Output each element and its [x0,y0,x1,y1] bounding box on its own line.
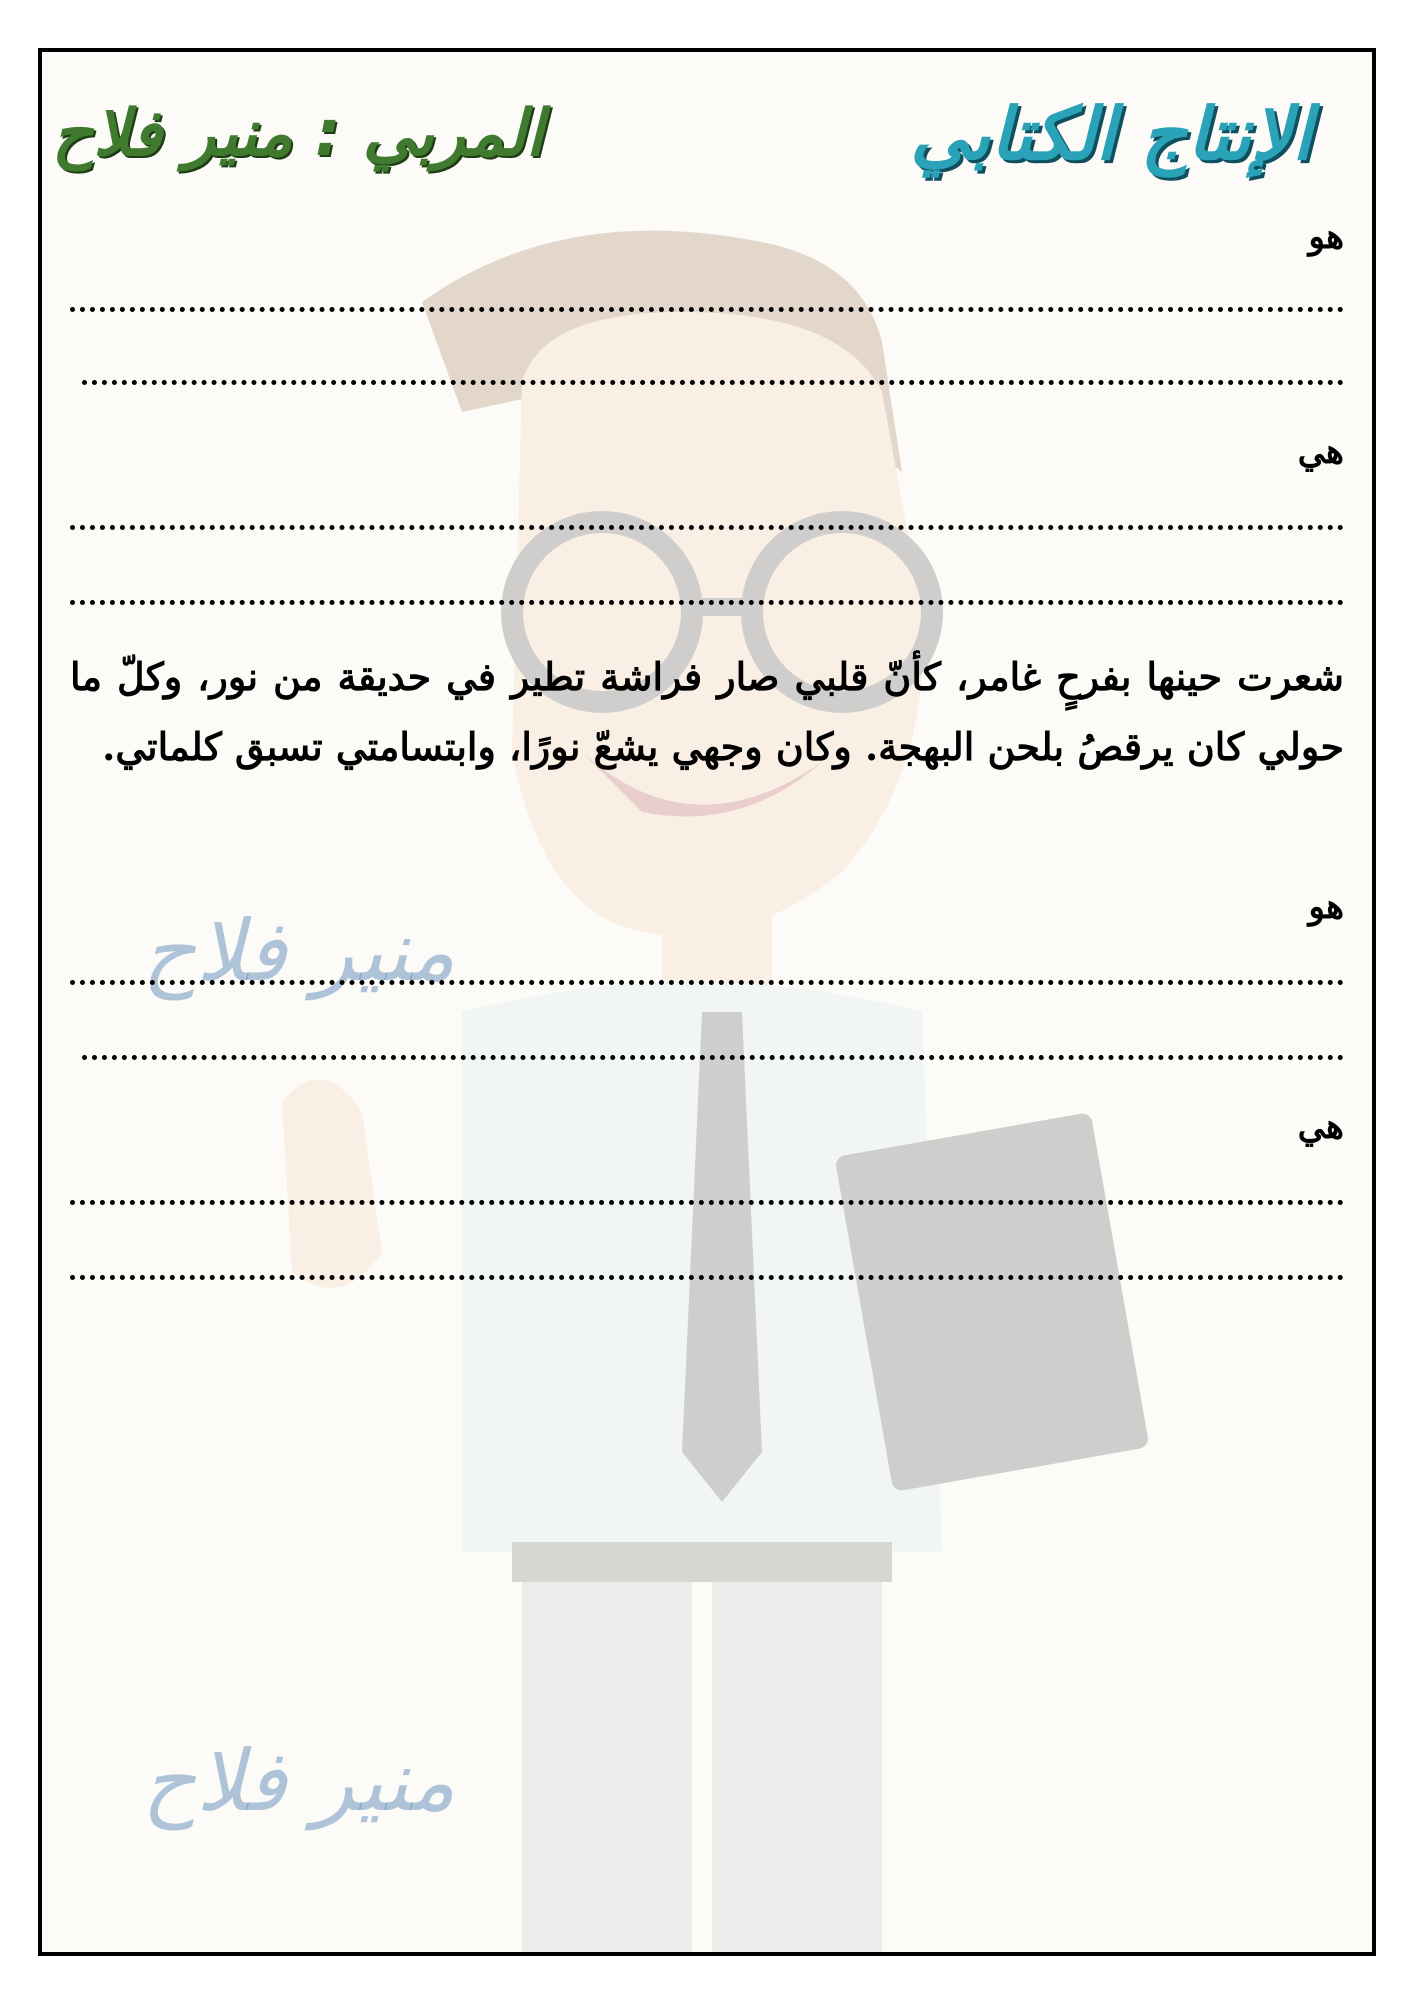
teacher-illustration-background [42,52,1376,1956]
watermark-signature: منير فلاح [142,902,456,1000]
section-label-he: هو [1308,217,1344,257]
watermark-signature: منير فلاح [142,1732,456,1830]
section-label-he: هو [1308,887,1344,927]
section-label-she: هي [1297,432,1344,472]
writing-line[interactable] [70,980,1344,985]
writing-line[interactable] [82,380,1344,385]
page-title: الإنتاج الكتابي [910,92,1312,176]
writing-line[interactable] [70,600,1344,605]
teacher-name: المربي : منير فلاح [52,97,544,171]
writing-line[interactable] [70,1200,1344,1205]
writing-line[interactable] [82,1055,1344,1060]
writing-line[interactable] [70,307,1344,312]
model-paragraph: شعرت حينها بفرحٍ غامر، كأنّ قلبي صار فراشة تطير في حديقة من نور، وكلّ ما حولي كان يرقصُ بلحن البهجة. وكان وجهي يشعّ نورًا، وابتسامتي تسبق كلماتي. [70,654,1344,769]
worksheet-page [38,48,1376,1956]
section-label-she: هي [1297,1107,1344,1147]
writing-line[interactable] [70,1275,1344,1280]
writing-line[interactable] [70,525,1344,530]
